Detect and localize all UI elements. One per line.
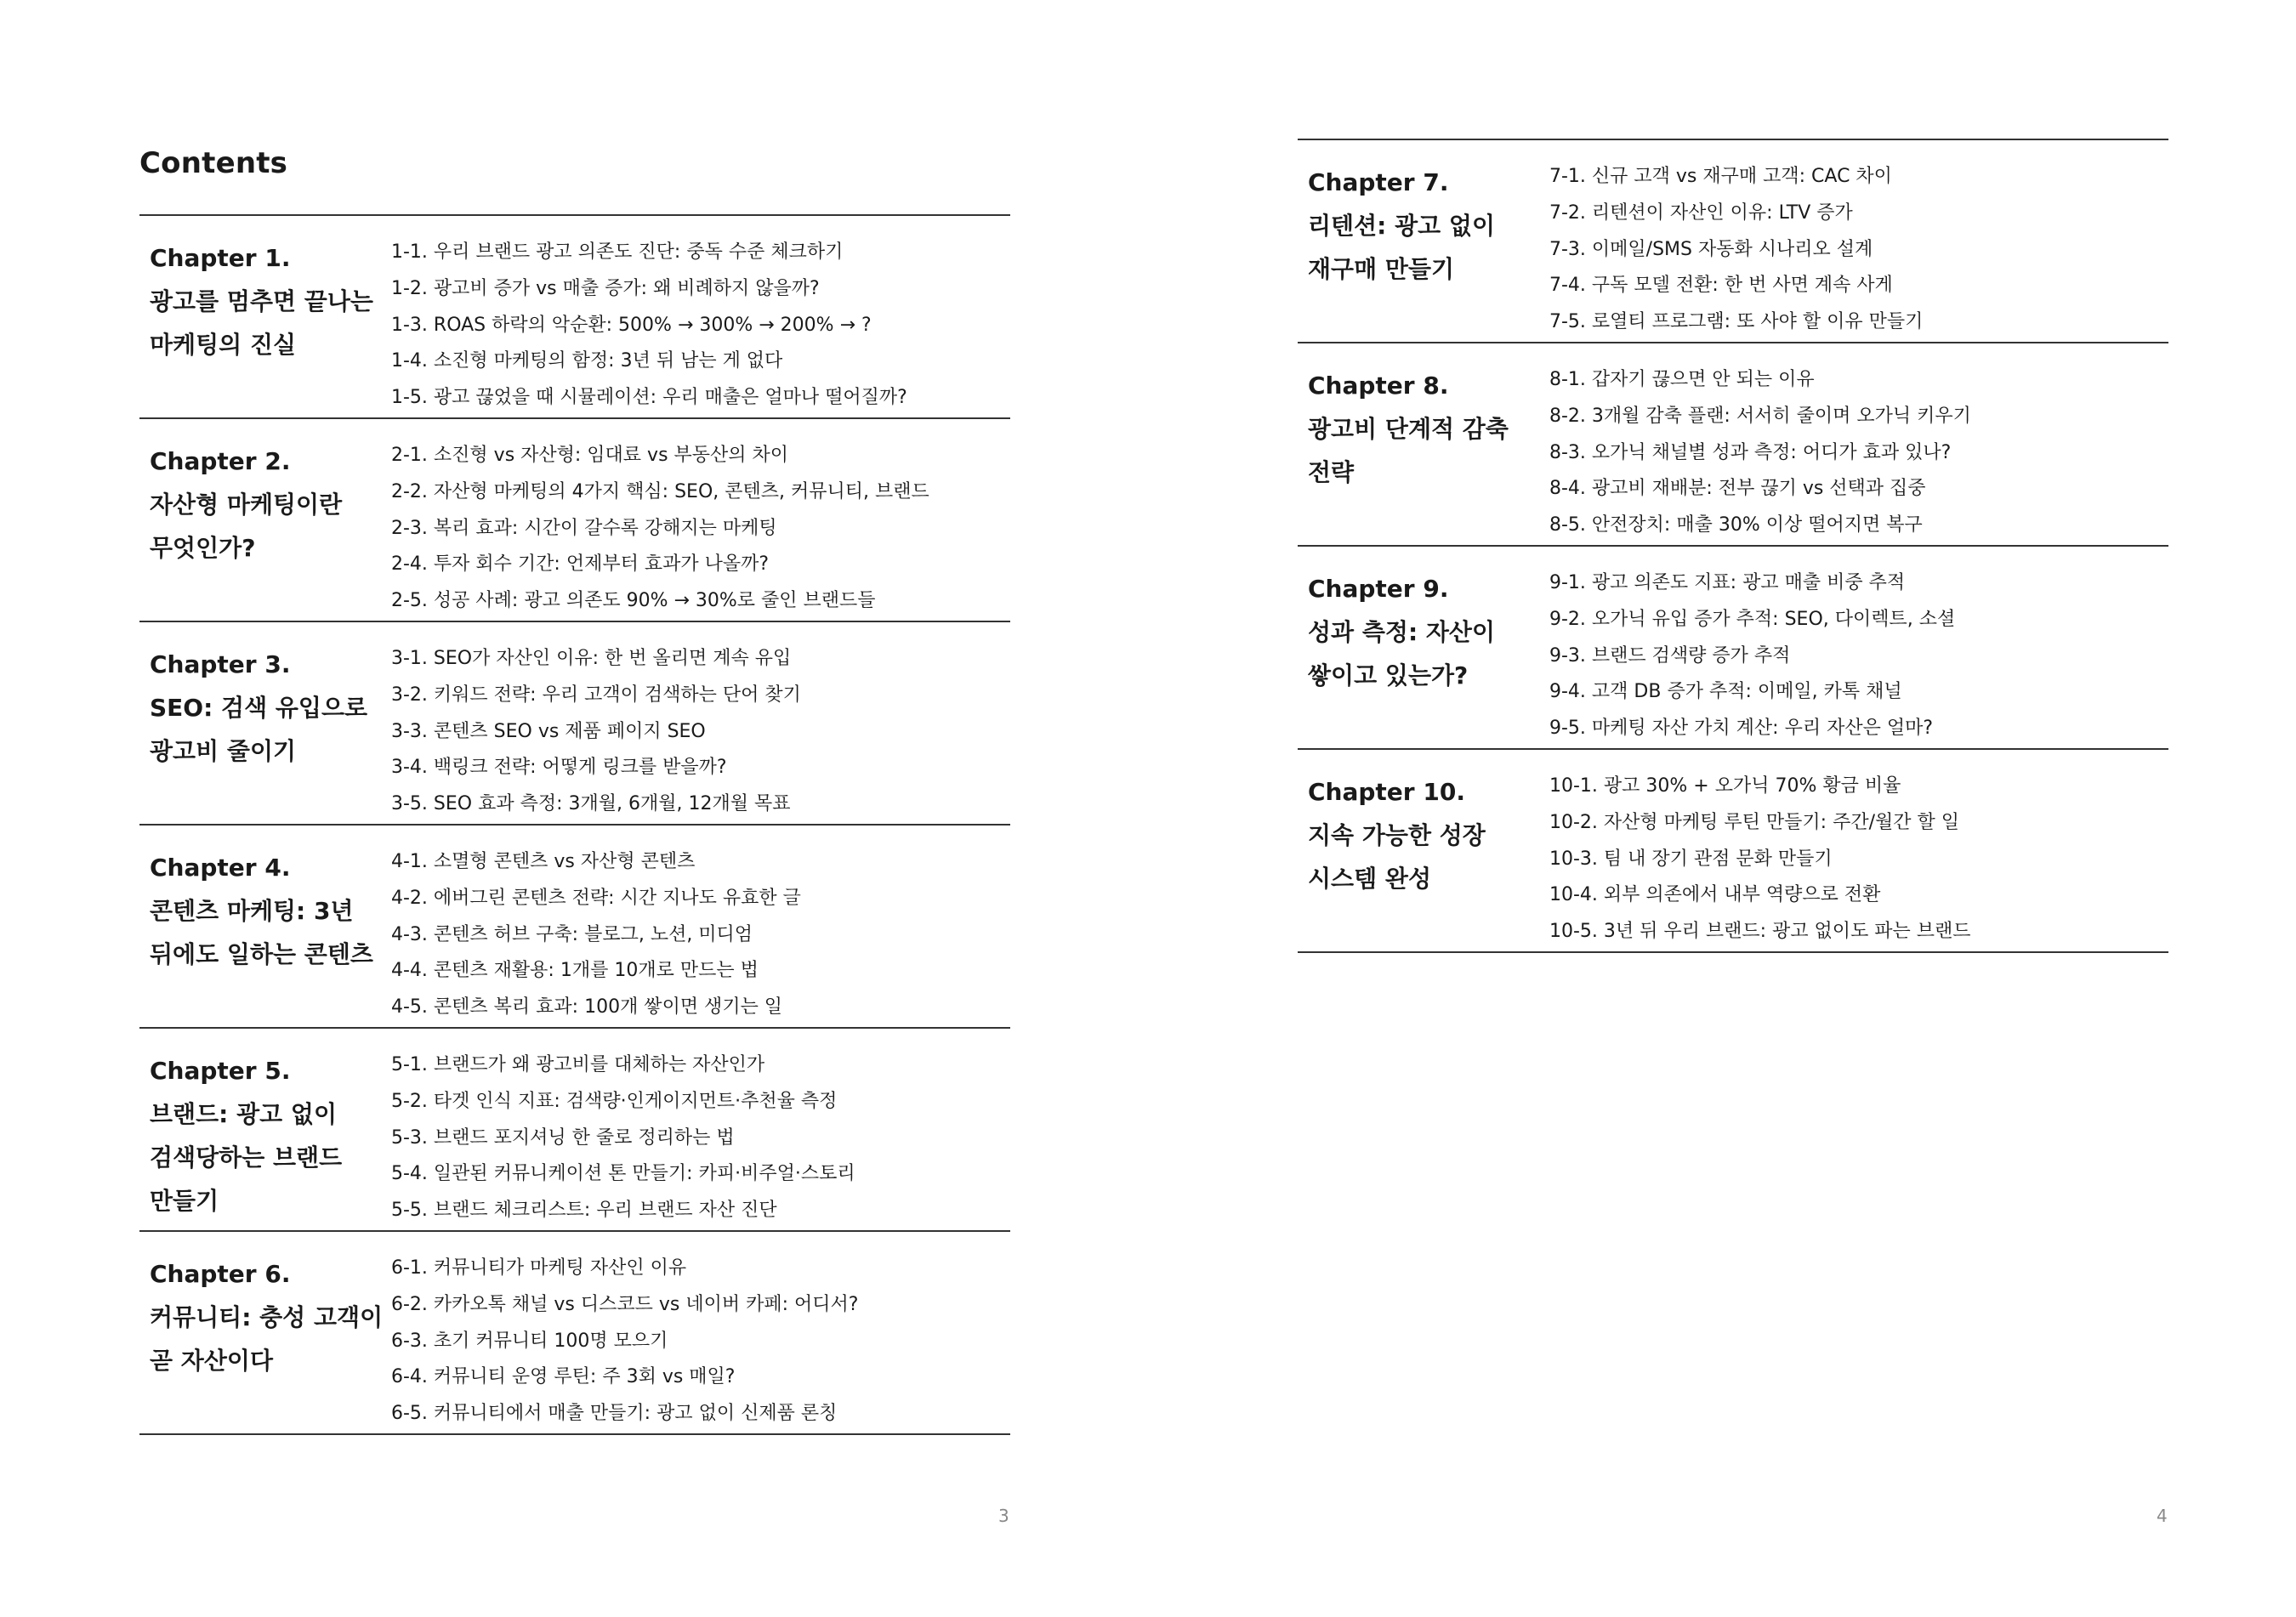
chapter-label: Chapter 5. [150,1057,291,1085]
section-item: 2-2. 자산형 마케팅의 4가지 핵심: SEO, 콘텐츠, 커뮤니티, 브랜드 [391,480,929,502]
section-item: 1-2. 광고비 증가 vs 매출 증가: 왜 비례하지 않을까? [391,277,820,299]
chapter-title-line: 마케팅의 진실 [150,331,297,359]
section-item: 7-5. 로열티 프로그램: 또 사야 할 이유 만들기 [1549,311,1924,333]
section-item: 9-2. 오가닉 유입 증가 추적: SEO, 다이렉트, 소셜 [1549,608,1956,630]
section-item: 10-2. 자산형 마케팅 루틴 만들기: 주간/월간 할 일 [1549,811,1959,833]
chapter-title-line: SEO: 검색 유입으로 [150,694,368,722]
section-item: 1-5. 광고 끊었을 때 시뮬레이션: 우리 매출은 얼마나 떨어질까? [391,387,907,409]
section-item: 2-5. 성공 사례: 광고 의존도 90% → 30%로 줄인 브랜드들 [391,590,876,612]
section-item: 3-5. SEO 효과 측정: 3개월, 6개월, 12개월 목표 [391,793,791,815]
section-item: 2-1. 소진형 vs 자산형: 임대료 vs 부동산의 차이 [391,445,789,466]
chapter-title [150,236,379,366]
section-item: 7-4. 구독 모델 전환: 한 번 사면 계속 사게 [1549,275,1893,297]
section-item: 10-5. 3년 뒤 우리 브랜드: 광고 없이도 파는 브랜드 [1549,921,1971,943]
section-item: 8-1. 갑자기 끊으면 안 되는 이유 [1549,369,1815,390]
section-item: 4-2. 에버그린 콘텐츠 전략: 시간 지나도 유효한 글 [391,887,801,909]
chapter-title-line: 지속 가능한 성장 [1308,821,1486,849]
section-item: 4-4. 콘텐츠 재활용: 1개를 10개로 만드는 법 [391,960,759,982]
chapter-title-line: 광고비 줄이기 [150,737,297,765]
section-item: 10-4. 외부 의존에서 내부 역량으로 전환 [1549,884,1881,906]
section-item: 5-4. 일관된 커뮤니케이션 톤 만들기: 카피·비주얼·스토리 [391,1163,855,1185]
chapter-row [1298,343,2168,547]
section-item: 10-3. 팀 내 장기 관점 문화 만들기 [1549,848,1833,870]
page-number: 4 [2157,1506,2168,1526]
section-item: 9-4. 고객 DB 증가 추적: 이메일, 카톡 채널 [1549,681,1902,703]
chapter-label: Chapter 9. [1308,575,1449,603]
section-item: 7-3. 이메일/SMS 자동화 시나리오 설계 [1549,238,1873,260]
section-item: 3-1. SEO가 자산인 이유: 한 번 올리면 계속 유입 [391,648,792,669]
section-item: 5-3. 브랜드 포지셔닝 한 줄로 정리하는 법 [391,1126,735,1149]
section-item: 4-1. 소멸형 콘텐츠 vs 자산형 콘텐츠 [391,851,696,872]
section-item: 4-5. 콘텐츠 복리 효과: 100개 쌓이면 생기는 일 [391,996,783,1018]
chapter-row [1298,140,2168,343]
chapter-row [139,419,1010,622]
chapter-row [139,1232,1010,1435]
section-item: 1-4. 소진형 마케팅의 함정: 3년 뒤 남는 게 없다 [391,350,783,372]
chapter-title-line: 광고를 멈추면 끝나는 [150,287,373,315]
section-item: 1-3. ROAS 하락의 악순환: 500% → 300% → 200% → ? [391,314,872,336]
chapter-title-line: 무엇인가? [150,534,256,562]
section-item: 4-3. 콘텐츠 허브 구축: 블로그, 노션, 미디엄 [391,923,753,945]
chapter-row [139,1029,1010,1232]
chapter-title [1308,770,1537,900]
section-item: 3-4. 백링크 전략: 어떻게 링크를 받을까? [391,757,727,779]
section-item: 6-5. 커뮤니티에서 매출 만들기: 광고 없이 신제품 론칭 [391,1403,838,1425]
section-item: 2-4. 투자 회수 기간: 언제부터 효과가 나올까? [391,553,770,576]
chapter-title-line: 검색당하는 브랜드 [150,1143,343,1172]
section-list [1549,769,1971,950]
chapter-title [150,440,379,570]
chapter-title-line: 성과 측정: 자산이 [1308,618,1496,646]
section-list [391,235,907,417]
section-item: 5-5. 브랜드 체크리스트: 우리 브랜드 자산 진단 [391,1200,777,1222]
chapter-row [1298,547,2168,750]
chapter-title [150,643,379,773]
chapter-row [1298,750,2168,953]
section-item: 6-2. 카카오톡 채널 vs 디스코드 vs 네이버 카페: 어디서? [391,1293,859,1315]
chapter-title-line: 커뮤니티: 충성 고객이 [150,1303,384,1331]
section-list [391,844,801,1026]
section-item: 6-4. 커뮤니티 운영 루틴: 주 3회 vs 매일? [391,1366,736,1388]
chapter-title-line: 재구매 만들기 [1308,255,1455,283]
section-list [391,1047,855,1229]
section-item: 3-2. 키워드 전략: 우리 고객이 검색하는 단어 찾기 [391,684,801,706]
section-list [1549,159,1923,341]
chapter-label: Chapter 8. [1308,372,1449,400]
chapter-title-line: 곧 자산이다 [150,1347,273,1375]
chapter-title-line: 쌓이고 있는가? [1308,661,1469,689]
section-item: 8-3. 오가닉 채널별 성과 측정: 어디가 효과 있나? [1549,441,1952,463]
section-item: 6-3. 초기 커뮤니티 100명 모으기 [391,1330,668,1352]
chapter-title-line: 자산형 마케팅이란 [150,491,343,519]
chapter-title [1308,567,1537,697]
chapter-title [1308,364,1537,494]
chapter-title-line: 브랜드: 광고 없이 [150,1100,338,1128]
section-list [391,438,929,620]
chapter-title-line: 시스템 완성 [1308,865,1431,893]
section-item: 8-5. 안전장치: 매출 30% 이상 떨어지면 복구 [1549,514,1923,536]
section-list [391,641,801,823]
table-of-contents-right [1298,139,2168,953]
right-page [1148,0,2296,1617]
chapter-title [150,1252,384,1382]
chapter-row [139,826,1010,1029]
chapter-label: Chapter 6. [150,1260,291,1288]
chapter-row [139,216,1010,419]
section-item: 2-3. 복리 효과: 시간이 갈수록 강해지는 마케팅 [391,517,777,539]
chapter-title-line: 전략 [1308,458,1355,486]
chapter-label: Chapter 7. [1308,168,1449,196]
chapter-title-line: 뒤에도 일하는 콘텐츠 [150,940,373,968]
section-list [1549,362,1971,544]
chapter-label: Chapter 10. [1308,778,1465,806]
chapter-row [139,622,1010,826]
chapter-label: Chapter 2. [150,447,291,475]
chapter-title-line: 광고비 단계적 감축 [1308,415,1509,443]
section-list [391,1251,858,1433]
section-item: 9-5. 마케팅 자산 가치 계산: 우리 자산은 얼마? [1549,718,1933,740]
chapter-label: Chapter 3. [150,650,291,678]
chapter-title [1308,161,1537,291]
section-item: 7-1. 신규 고객 vs 재구매 고객: CAC 차이 [1549,166,1892,187]
section-item: 5-2. 타겟 인식 지표: 검색량·인게이지먼트·추천율 측정 [391,1090,838,1112]
table-of-contents-left [139,214,1010,1435]
section-item: 6-1. 커뮤니티가 마케팅 자산인 이유 [391,1257,687,1279]
chapter-title [150,846,379,976]
chapter-title-line: 만들기 [150,1187,219,1215]
section-item: 8-2. 3개월 감축 플랜: 서서히 줄이며 오가닉 키우기 [1549,405,1971,427]
section-item: 9-3. 브랜드 검색량 증가 추적 [1549,644,1791,667]
chapter-title-line: 콘텐츠 마케팅: 3년 [150,897,354,925]
chapter-label: Chapter 4. [150,854,291,882]
section-item: 10-1. 광고 30% + 오가닉 70% 황금 비율 [1549,775,1901,797]
section-item: 7-2. 리텐션이 자산인 이유: LTV 증가 [1549,201,1853,224]
section-item: 3-3. 콘텐츠 SEO vs 제품 페이지 SEO [391,720,706,742]
contents-heading: Contents [139,146,288,180]
chapter-title [150,1049,379,1223]
chapter-label: Chapter 1. [150,244,291,272]
chapter-title-line: 리텐션: 광고 없이 [1308,212,1496,240]
page-number: 3 [998,1506,1009,1526]
section-item: 5-1. 브랜드가 왜 광고비를 대체하는 자산인가 [391,1054,765,1075]
section-item: 1-1. 우리 브랜드 광고 의존도 진단: 중독 수준 체크하기 [391,241,844,263]
section-list [1549,565,1955,747]
section-item: 9-1. 광고 의존도 지표: 광고 매출 비중 추적 [1549,572,1906,593]
section-item: 8-4. 광고비 재배분: 전부 끊기 vs 선택과 집중 [1549,478,1926,500]
